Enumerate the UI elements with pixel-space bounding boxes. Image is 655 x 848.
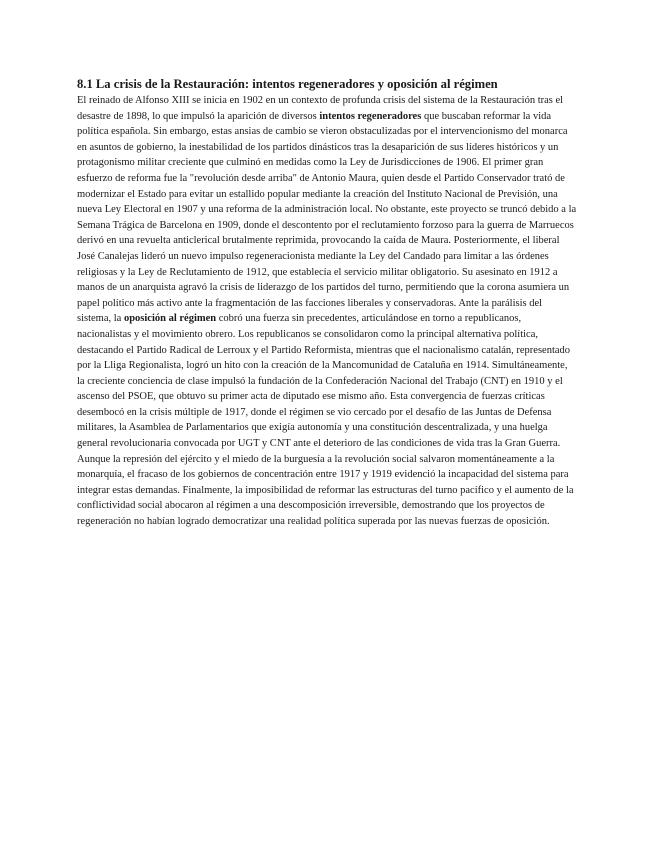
paragraph-text-3: cobró una fuerza sin precedentes, articulándose en torno a republicanos, nacionalistas y el movimiento obrero. Los republicanos se consolidaron como la principal alternativa política, destacando el Partido Radical de Lerroux y el Partido Reformista, mientras que el nacionalismo catalán, representado por la Lliga Regionalista, logró un hito con la creación de la Mancomunidad de Cataluña en 1914. Simultáneamente, la creciente conciencia de clase impulsó la fundación de la Confederación Nacional del Trabajo (CNT) en 1910 y el ascenso del PSOE, que obtuvo su primer acta de diputado ese mismo año. Esta convergencia de fuerzas críticas desembocó en la crisis múltiple de 1917, donde el régimen se vio cercado por el desafío de las Juntas de Defensa militares, la Asamblea de Parlamentarios que exigía autonomía y una constitución descentralizada, y una huelga general revolucionaria convocada por UGT y CNT ante el deterioro de las condiciones de vida tras la Gran Guerra. Aunque la represión del ejército y el miedo de la burguesía a la revolución social salvaron momentáneamente a la monarquía, el fracaso de los gobiernos de concentración entre 1917 y 1919 evidenció la incapacidad del sistema para integrar estas demandas. Finalmente, la imposibilidad de reformar las estructuras del turno pacífico y el aumento de la conflictividad social abocaron al régimen a una descomposición irreversible, demostrando que los proyectos de regeneración no habían logrado democratizar una realidad política superada por las nuevas fuerzas de oposición. <box>77 313 574 528</box>
paragraph-text-2: que buscaban reformar la vida política española. Sin embargo, estas ansias de cambio se vieron obstaculizadas por el intervencionismo del monarca en asuntos de gobierno, la inestabilidad de los partidos dinásticos tras la desaparición de sus líderes históricos y un protagonismo militar creciente que culminó en medidas como la Ley de Jurisdicciones de 1906. El primer gran esfuerzo de reforma fue la "revolución desde arriba" de Antonio Maura, quien desde el Partido Conservador trató de modernizar el Estado para evitar un estallido popular mediante la creación del Instituto Nacional de Previsión, una nueva Ley Electoral en 1907 y una reforma de la administración local. No obstante, este proyecto se truncó debido a la Semana Trágica de Barcelona en 1909, donde el descontento por el reclutamiento forzoso para la guerra de Marruecos derivó en una revuelta anticlerical brutalmente reprimida, provocando la caída de Maura. Posteriormente, el liberal José Canalejas lideró un nuevo impulso regeneracionista mediante la Ley del Candado para limitar a las órdenes religiosas y la Ley de Reclutamiento de 1912, que establecía el servicio militar obligatorio. Su asesinato en 1912 a manos de un anarquista agravó la crisis de liderazgo de los partidos del turno, permitiendo que la corona asumiera un papel político más activo ante la fragmentación de las facciones liberales y conservadoras. Ante la parálisis del sistema, la <box>77 110 577 325</box>
section-heading: 8.1 La crisis de la Restauración: intentos regeneradores y oposición al régimen <box>77 77 498 91</box>
bold-term-oposicion-al-regimen: oposición al régimen <box>123 313 217 325</box>
paragraph-text-1: El reinado de Alfonso XIII se inicia en 1902 en un contexto de profunda crisis del sistema de la Restauración tras el desastre de 1898, lo que impulsó la aparición de diversos <box>77 95 564 122</box>
body-paragraph <box>77 93 577 530</box>
document-content <box>77 76 577 530</box>
bold-term-intentos-regeneradores: intentos regeneradores <box>319 110 422 122</box>
